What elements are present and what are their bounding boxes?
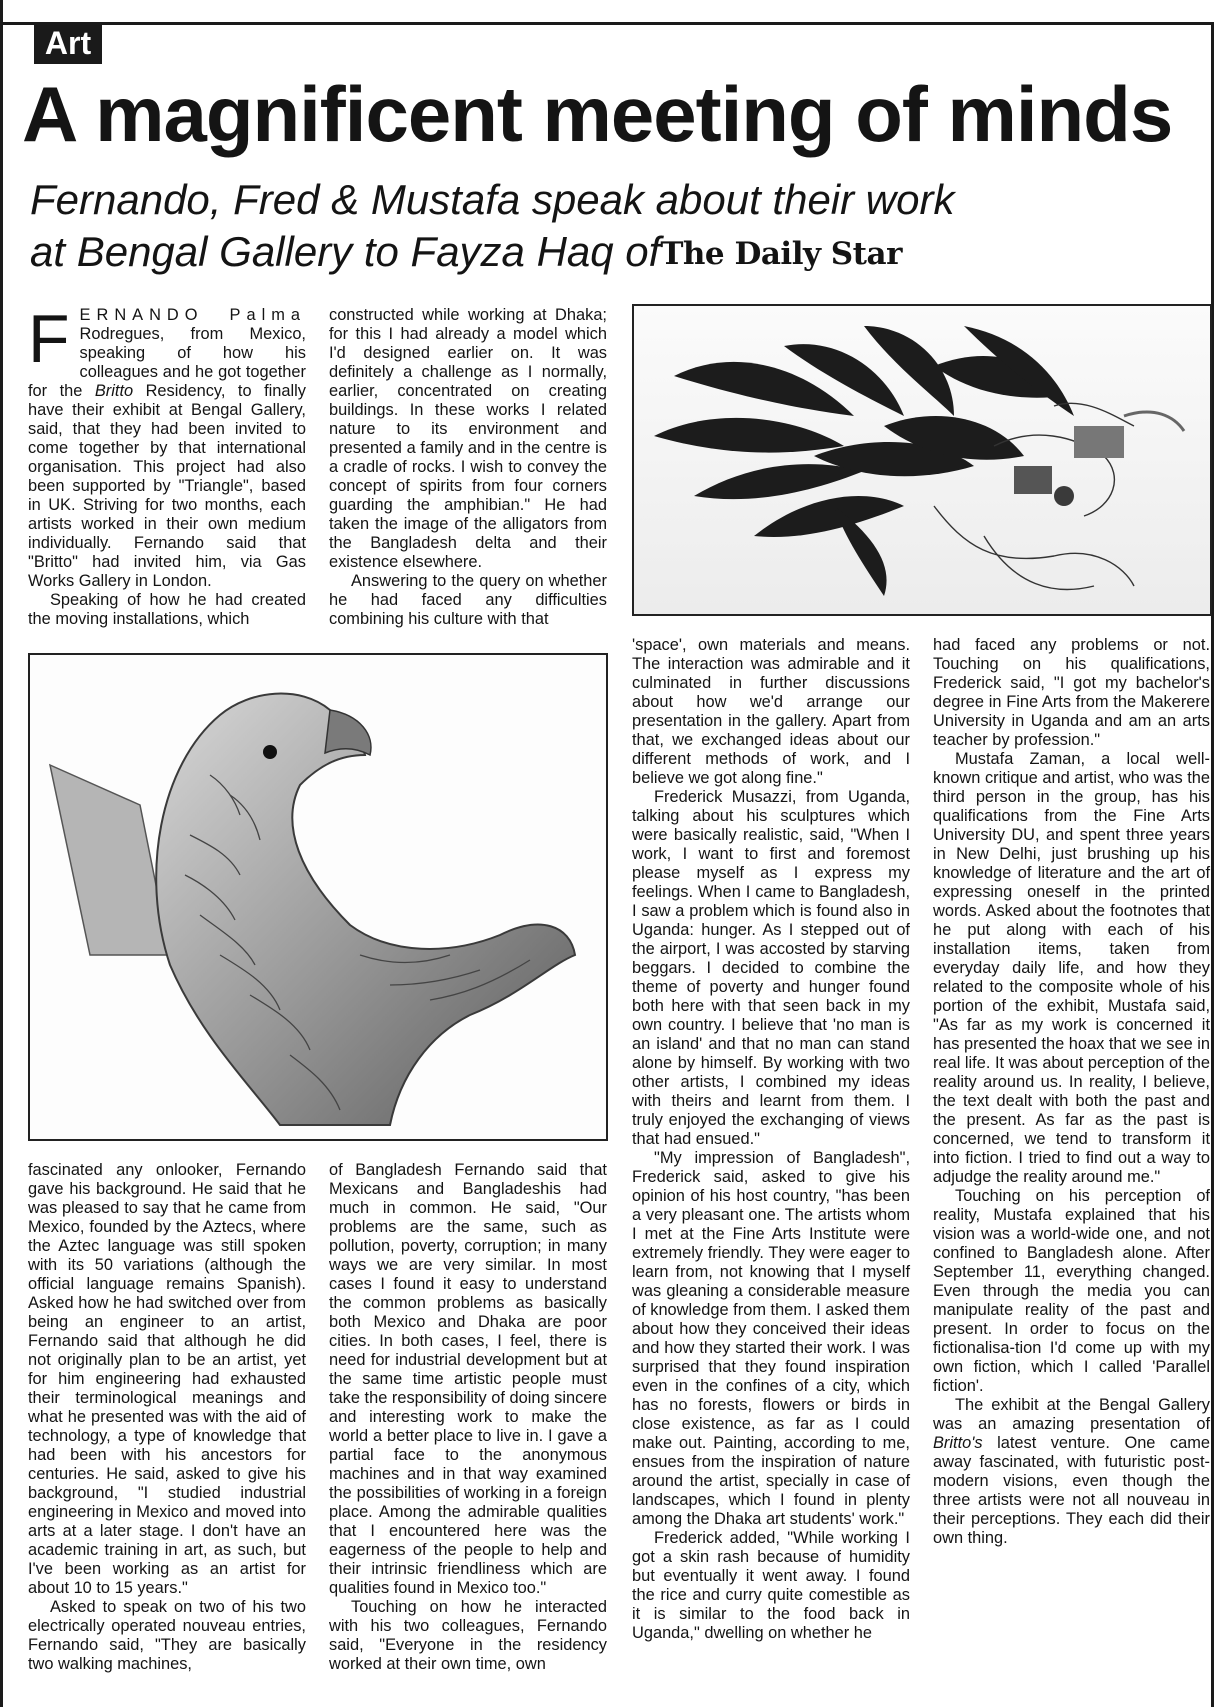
section-label: Art: [34, 22, 102, 64]
subheadline: [30, 174, 990, 280]
page-border-left: [0, 0, 3, 1707]
article-column-3: [632, 636, 910, 1643]
eagle-sculpture-photo: [28, 653, 608, 1141]
article-paragraph: fascinated any onlooker, Fernando gave his background. He said that he was pleased to say that he came from Mexico, founded by the Aztecs, where the Aztec language was still spoken with its 50 variations (although the official language remains Spanish). Asked how he had switched over from being an engineer to an artist, Fernando said that although he did not originally plan to be an artist, yet for him engineering had exhausted their terminological meanings and what he presented was with the aid of technology, a type of knowledge that had been with his ancestors for centuries. He said, asked to give his background, "I studied industrial engineering in Mexico and moved into arts at a later stage. I don't have an academic training in art, as such, but I've been working as an artist for about 10 to 15 years.": [28, 1161, 306, 1597]
article-paragraph: Touching on his perception of reality, Mustafa explained that his vision was a world-wide one, and not confined to Bangladesh alone. After September 11, everything changed. Even through the media you can manipulate reality of the past and present. In order to focus on the fictionalisa-tion I'd come up with my own fiction, which I called 'Parallel fiction'.: [933, 1187, 1210, 1395]
drop-cap: F: [28, 301, 70, 377]
headline: A magnificent meeting of minds: [22, 70, 1173, 158]
article-column-1-top: [28, 301, 306, 629]
feather-installation-image: [634, 306, 1210, 614]
article-paragraph: "My impression of Bangladesh", Frederick said, asked to give his opinion of his host country, "has been a very pleasant one. The artists whom I met at the Fine Arts Institute were extremely friendly. They were eager to learn from, not knowing that I myself was gleaning a considerable measure of knowledge from them. I asked them about how they conceived their ideas and how they started their work. I was surprised that they found inspiration even in the confines of a city, which has no forests, flowers or birds in close existence, as far as I could make out. Painting, according to me, ensues from the inspiration of nature around the artist, specially in case of landscapes, which I found in plenty among the Dhaka art students' work.": [632, 1149, 910, 1528]
subhead-line-1: Fernando, Fred & Mustafa speak about their work: [30, 176, 955, 223]
article-paragraph: had faced any problems or not. Touching on his qualifications, Frederick said, "I got my bachelor's degree in Fine Arts from the Makerere University in Uganda and am an arts teacher by profession.": [933, 636, 1210, 749]
page-border-right: [1211, 22, 1214, 1707]
article-paragraph: Frederick added, "While working I got a skin rash because of humidity but eventually it went away. I found the rice and curry quite comestible as it is similar to the food back in Uganda," dwelling on whether he: [632, 1529, 910, 1642]
article-paragraph: 'space', own materials and means. The interaction was admirable and it culminated in further discussions about how we'd arrange our presentation in the gallery. Apart from that, we exchanged ideas about our different methods of work, and I believe we got along fine.": [632, 636, 910, 787]
article-paragraph: Answering to the query on whether he had faced any difficulties combining his culture with that: [329, 572, 607, 628]
subhead-line-2: at Bengal Gallery to Fayza Haq of: [30, 228, 661, 275]
article-paragraph: constructed while working at Dhaka; for this I had already a model which I'd designed earlier on. It was definitely a challenge as I normally, earlier, concentrated on creating buildings. In these works I related nature to its environment and presented a family and in the centre is a cradle of rocks. I wish to convey the concept of spirits from four corners guarding the amphibian." He had taken the image of the alligators from the Bangladesh delta and their existence elsewhere.: [329, 306, 607, 571]
installation-photo: [632, 304, 1212, 616]
article-column-2-top: [329, 306, 607, 629]
article-column-4: [933, 636, 1210, 1548]
publication-masthead: The Daily Star: [660, 236, 902, 272]
article-paragraph: Frederick Musazzi, from Uganda, talking about his sculptures which were basically realistic, said, "When I work, I want to first and foremost please myself as I express my feelings. When I came to Bangladesh, I saw a problem which is found also in Uganda: hunger. As I stepped out of the airport, I was accosted by starving beggars. I decided to combine the theme of poverty and hunger found both here with that seen back in my own country. I believe that 'no man is an island' and that no man can stand alone by himself. By working with two other artists, I combined my ideas with theirs and learnt from them. I truly enjoyed the exchanging of views that had ensued.": [632, 788, 910, 1148]
page-border-top: [0, 22, 1212, 25]
article-paragraph: FERNANDO Palma Rodregues, from Mexico, speaking of how his colleagues and he got together for the Britto Residency, to finally have their exhibit at Bengal Gallery, said, that they had been invited to come together by that international organisation. This project had also been supported by "Triangle", based in UK. Striving for two months, each artists worked in their own medium individually. Fernando said that "Britto" had invited him, via Gas Works Gallery in London.: [28, 301, 306, 590]
article-paragraph: The exhibit at the Bengal Gallery was an amazing presentation of Britto's latest venture. One came away fascinated, with futuristic post-modern visions, even though the three artists were not all nouveau in their perceptions. They each did their own thing.: [933, 1396, 1210, 1547]
article-paragraph: Speaking of how he had created the moving installations, which: [28, 591, 306, 628]
carved-eagle-image: [30, 655, 606, 1139]
article-paragraph: Asked to speak on two of his two electrically operated nouveau entries, Fernando said, "They are basically two walking machines,: [28, 1598, 306, 1673]
article-paragraph: Touching on how he interacted with his two colleagues, Fernando said, "Everyone in the residency worked at their own time, own: [329, 1598, 607, 1673]
article-paragraph: Mustafa Zaman, a local well-known critique and artist, who was the third person in the group, has his qualifications from the Fine Arts University DU, and spent three years in New Delhi, just brushing up his knowledge of literature and the art of expressing oneself in the printed words. Asked about the footnotes that he put along with each of his installation items, taken from everyday daily life, and how they related to the composite whole of his portion of the exhibit, Mustafa said, "As far as my work is concerned it has presented the hoax that we see in real life. It was about perception of the reality around us. In reality, I believe, the text dealt with both the past and the present. As far as the past is concerned, we tend to transform it into fiction. I tried to find out a way to adjudge the reality around me.": [933, 750, 1211, 1186]
article-column-2-bottom: [329, 1161, 607, 1674]
article-column-1-bottom: [28, 1161, 306, 1674]
article-paragraph: of Bangladesh Fernando said that Mexicans and Bangladeshis had much in common. He said, "Our problems are the same, such as pollution, poverty, corruption; in many ways we are very similar. In most cases I found it easy to understand the common problems as basically both Mexico and Dhaka are poor cities. In both cases, I feel, there is need for industrial development but at the same time artistic people must take the responsibility of doing sincere and interesting work to make the world a better place to live in. I gave a partial face to the anonymous machines and in that way examined the possibilities of working in a foreign place. Among the admirable qualities that I encountered here was the eagerness of the people to help and their intrinsic friendliness which are qualities found in Mexico too.": [329, 1161, 607, 1597]
